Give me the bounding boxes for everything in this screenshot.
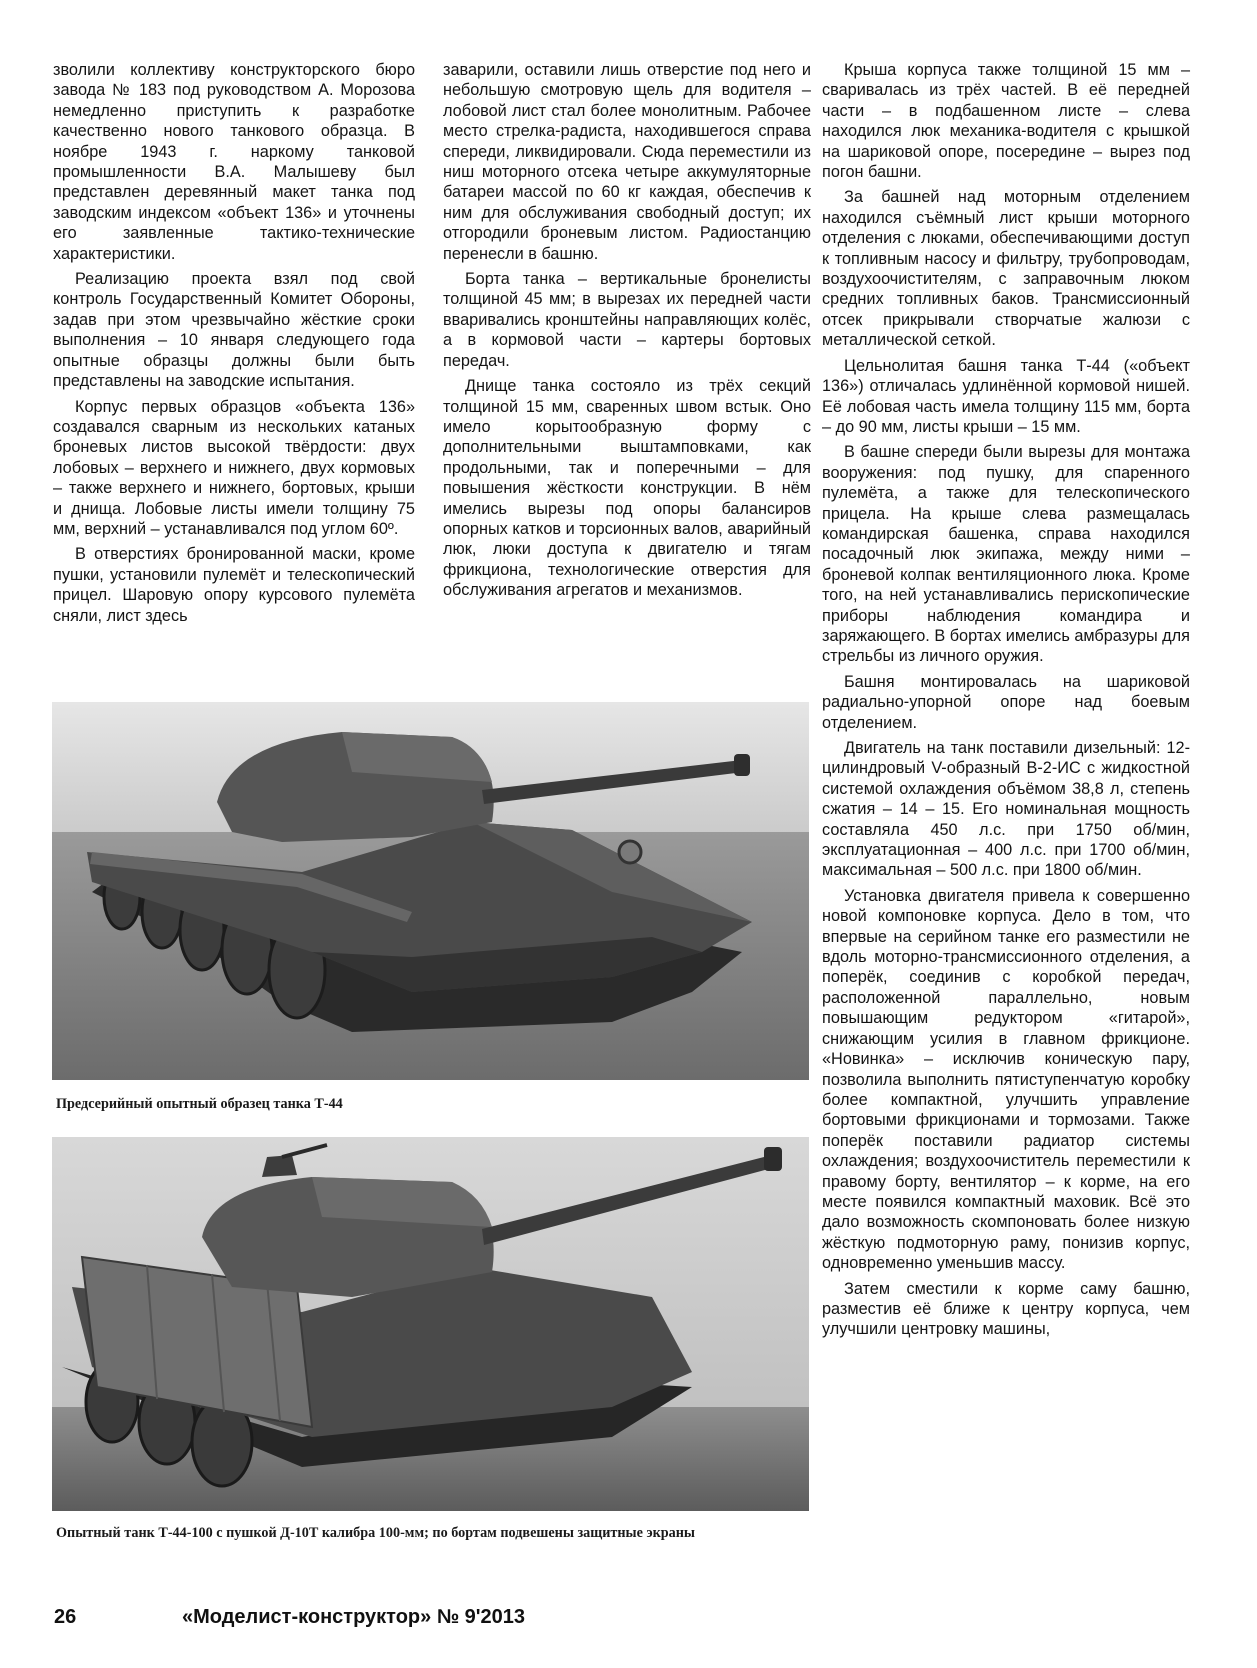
paragraph: За башней над моторным отделением находился съёмный лист крыши моторного отделения с люками, обеспечивающими доступ к топливным насосу и фильтру, трубопроводам, воздухоочистителям, с заправочным люком средних топливных баков. Трансмиссионный отсек прикрывали створчатые жалюзи с металлической сеткой. [822, 188, 1190, 350]
paragraph: Башня монтировалась на шариковой радиально-упорной опоре над боевым отделением. [822, 672, 1190, 732]
tank-photo-t44-100 [52, 1137, 809, 1511]
paragraph: В башне спереди были вырезы для монтажа вооружения: под пушку, для спаренного пулемёта, а также для телескопического прицела. На крыше слева размещалась командирская башенка, справа находился посадочный люк экипажа, между ними – броневой колпак вентиляционного люка. Кроме того, на ней устанавливались перископические приборы наблюдения командира и заряжающего. В бортах имелись амбразуры для стрельбы из личного оружия. [822, 443, 1190, 666]
text-column-3 [822, 60, 1190, 1345]
photo-caption-1: Предсерийный опытный образец танка Т-44 [56, 1096, 343, 1112]
paragraph: Борта танка – вертикальные бронелисты толщиной 45 мм; в вырезах их передней части вваривались кронштейны направляющих колёс, а в кормовой части – картеры бортовых передач. [443, 270, 811, 370]
text-column-2 [443, 60, 811, 606]
paragraph: Днище танка состояло из трёх секций толщиной 15 мм, сваренных швом встык. Оно имело корытообразную форму с дополнительными выштамповками, как продольными, так и поперечными – для повышения жёсткости конструкции. В нём имелись вырезы под опоры балансиров опорных катков и торсионных валов, аварийный люк, люки доступа к двигателю и тягам фрикциона, технологические отверстия для обслуживания агрегатов и механизмов. [443, 377, 811, 600]
page-number: 26 [54, 1606, 77, 1628]
magazine-issue: «Моделист-конструктор» № 9'2013 [182, 1606, 526, 1628]
paragraph: Установка двигателя привела к совершенно новой компоновке корпуса. Дело в том, что впервые на серийном танке его разместили не вдоль моторно-трансмиссионного отделения, а поперёк, соединив с коробкой передач, расположенной параллельно, новым повышающим редуктором «гитарой», снижающим усилия в главном фрикционе. «Новинка» – исключив коническую пару, позволила выполнить пятиступенчатую коробку более компактной, улучшить управление бортовыми фрикционами и тормозами. Также поперёк поставили радиатор системы охлаждения; воздухоочиститель переместили к правому борту, вентилятор – к корме, на его месте появился компактный маховик. Всё это дало возможность скомпоновать более низкую жёсткую подмоторную раму, понизив корпус, одновременно уменьшив массу. [822, 886, 1190, 1273]
paragraph: Корпус первых образцов «объекта 136» создавался сварным из нескольких катаных броневых листов высокой твёрдости: двух лобовых – верхнего и нижнего, двух кормовых – также верхнего и нижнего, бортовых, крыши и днища. Лобовые листы имели толщину 75 мм, верхний – устанавливался под углом 60º. [53, 397, 415, 538]
text-column-1 [53, 60, 415, 631]
tank-photo-t44 [52, 702, 809, 1080]
paragraph: заварили, оставили лишь отверстие под него и небольшую смотровую щель для водителя – лобовой лист стал более монолитным. Рабочее место стрелка-радиста, находившегося справа спереди, ликвидировали. Сюда переместили из ниш моторного отсека четыре аккумуляторные батареи массой по 60 кг каждая, обеспечив к ним для обслуживания свободный доступ; их отгородили броневым листом. Радиостанцию перенесли в башню. [443, 61, 811, 263]
paragraph: Затем сместили к корме саму башню, разместив её ближе к центру корпуса, чем улучшили центровку машины, [822, 1279, 1190, 1339]
paragraph: Реализацию проекта взял под свой контроль Государственный Комитет Обороны, задав при этом чрезвычайно жёсткие сроки выполнения – 10 января следующего года опытные образцы должны были быть представлены на заводские испытания. [53, 270, 415, 391]
paragraph: Двигатель на танк поставили дизельный: 12-цилиндровый V-образный В-2-ИС с жидкостной системой охлаждения объёмом 38,8 л, степень сжатия – 14 – 15. Его номинальная мощность составляла 450 л.с. при 1750 об/мин, эксплуатационная – 400 л.с. при 1700 об/мин, максимальная – 500 л.с. при 1800 об/мин. [822, 739, 1190, 880]
paragraph: Крыша корпуса также толщиной 15 мм – сваривалась из трёх частей. В её передней части – в подбашенном листе – слева находился люк механика-водителя с крышкой на шариковой опоре, посередине – вырез под погон башни. [822, 61, 1190, 182]
paragraph: Цельнолитая башня танка Т-44 («объект 136») отличалась удлинённой кормовой нишей. Её лобовая часть имела толщину 115 мм, борта – до 90 мм, листы крыши – 15 мм. [822, 356, 1190, 436]
paragraph: В отверстиях бронированной маски, кроме пушки, установили пулемёт и телескопический прицел. Шаровую опору курсового пулемёта сняли, лист здесь [53, 545, 415, 625]
photo-caption-2: Опытный танк Т-44-100 с пушкой Д-10Т калибра 100-мм; по бортам подвешены защитные экраны [56, 1525, 695, 1541]
page-footer [54, 1606, 814, 1629]
paragraph: зволили коллективу конструкторского бюро завода № 183 под руководством А. Морозова немедленно приступить к разработке качественно нового танкового образца. В ноябре 1943 г. наркому танковой промышленности В.А. Малышеву был представлен деревянный макет танка под заводским индексом «объект 136» и уточнены его заявленные тактико-технические характеристики. [53, 61, 415, 263]
